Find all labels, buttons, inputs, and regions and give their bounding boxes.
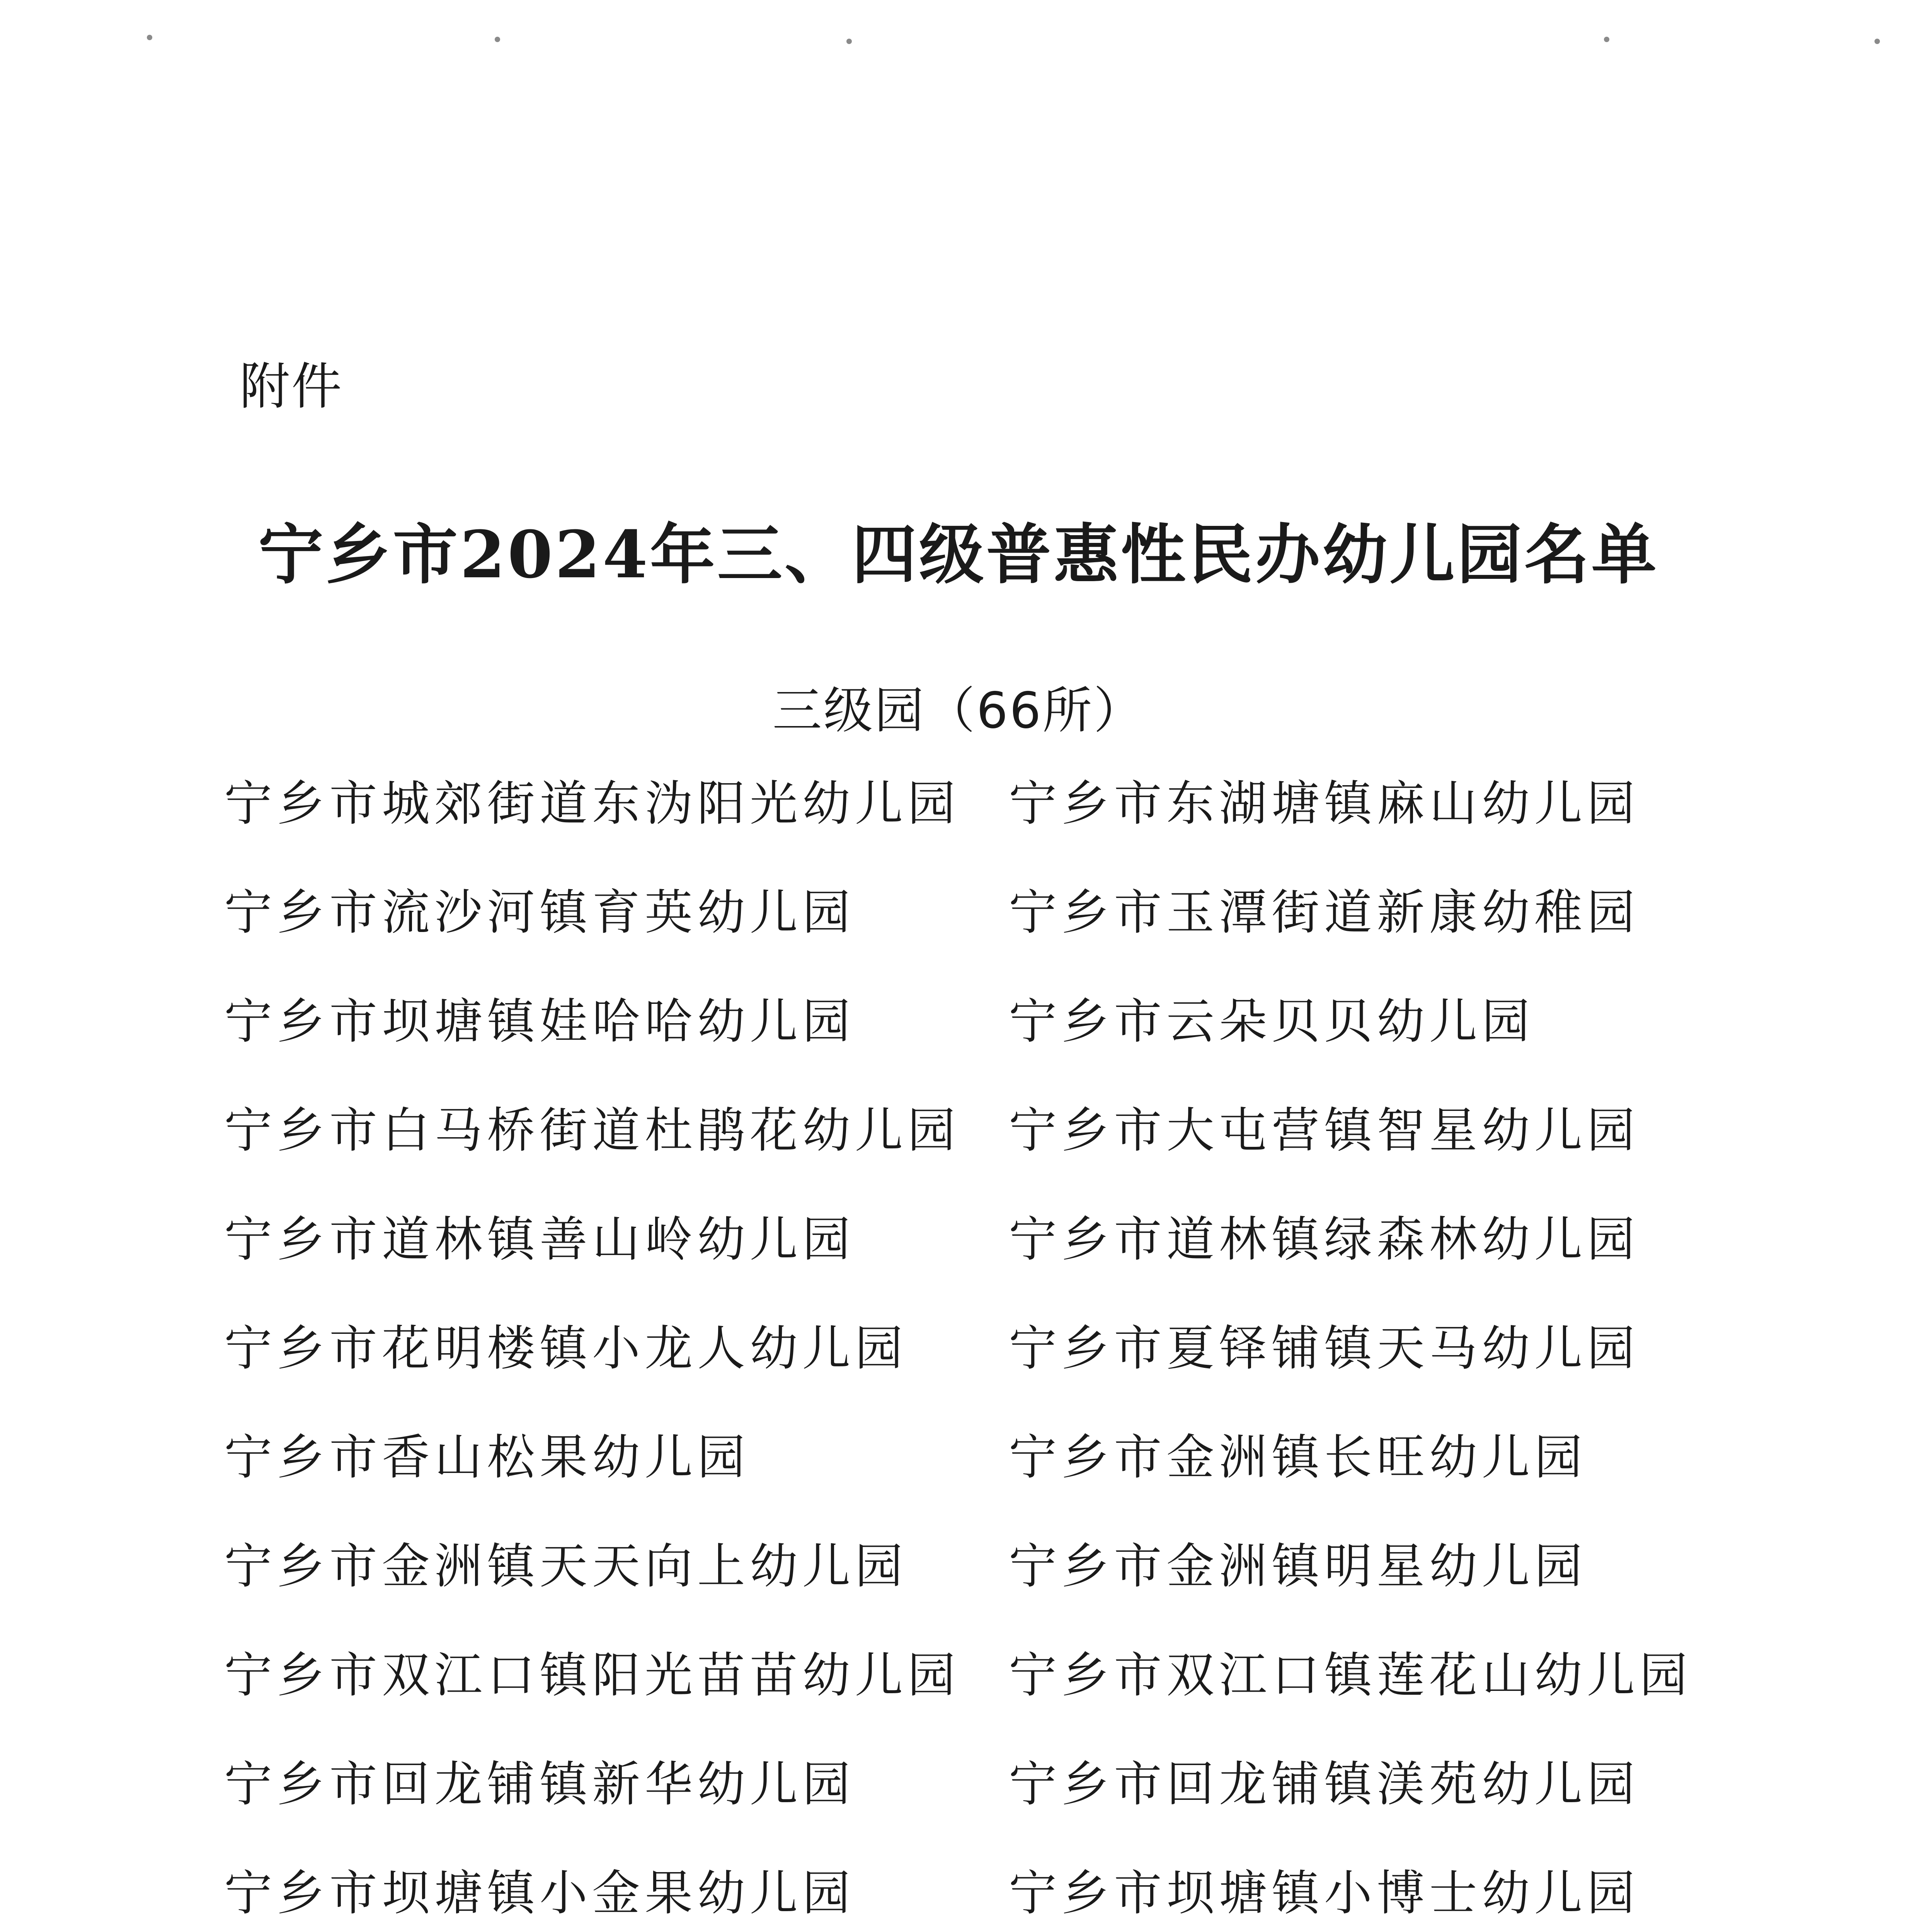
scan-speck	[846, 39, 852, 44]
kindergarten-name: 宁乡市金洲镇明星幼儿园	[1009, 1539, 1587, 1594]
kindergarten-name: 宁乡市流沙河镇育英幼儿园	[224, 885, 855, 940]
kindergarten-name: 宁乡市坝塘镇小金果幼儿园	[224, 1866, 855, 1921]
kindergarten-name: 宁乡市坝塘镇小博士幼儿园	[1009, 1866, 1640, 1921]
document-title: 宁乡市2024年三、四级普惠性民办幼儿园名单	[258, 516, 1659, 593]
kindergarten-name: 宁乡市回龙铺镇新华幼儿园	[224, 1757, 855, 1812]
kindergarten-name: 宁乡市白马桥街道杜鹃花幼儿园	[224, 1103, 960, 1158]
kindergarten-name: 宁乡市坝塘镇娃哈哈幼儿园	[224, 994, 855, 1049]
kindergarten-name: 宁乡市双江口镇阳光苗苗幼儿园	[224, 1648, 960, 1703]
scan-speck	[1874, 39, 1880, 44]
kindergarten-name: 宁乡市道林镇绿森林幼儿园	[1009, 1212, 1640, 1267]
scan-speck	[1604, 37, 1609, 42]
kindergarten-name: 宁乡市金洲镇长旺幼儿园	[1009, 1430, 1587, 1485]
kindergarten-name: 宁乡市城郊街道东沩阳光幼儿园	[224, 776, 960, 832]
kindergarten-name: 宁乡市香山松果幼儿园	[224, 1430, 750, 1485]
kindergarten-name: 宁乡市大屯营镇智星幼儿园	[1009, 1103, 1640, 1158]
kindergarten-name: 宁乡市云朵贝贝幼儿园	[1009, 994, 1535, 1049]
kindergarten-name: 宁乡市花明楼镇小龙人幼儿园	[224, 1321, 908, 1376]
kindergarten-name: 宁乡市双江口镇莲花山幼儿园	[1009, 1648, 1692, 1703]
scan-speck	[147, 35, 152, 40]
kindergarten-name: 宁乡市玉潭街道新康幼稚园	[1009, 885, 1640, 940]
kindergarten-name: 宁乡市回龙铺镇渼苑幼儿园	[1009, 1757, 1640, 1812]
kindergarten-name: 宁乡市金洲镇天天向上幼儿园	[224, 1539, 908, 1594]
scan-speck	[495, 37, 500, 42]
attachment-label: 附件	[240, 357, 344, 416]
kindergarten-name: 宁乡市东湖塘镇麻山幼儿园	[1009, 776, 1640, 832]
section-heading: 三级园（66所）	[772, 682, 1145, 740]
kindergarten-list	[224, 771, 1716, 1932]
kindergarten-name: 宁乡市夏铎铺镇天马幼儿园	[1009, 1321, 1640, 1376]
kindergarten-name: 宁乡市道林镇善山岭幼儿园	[224, 1212, 855, 1267]
